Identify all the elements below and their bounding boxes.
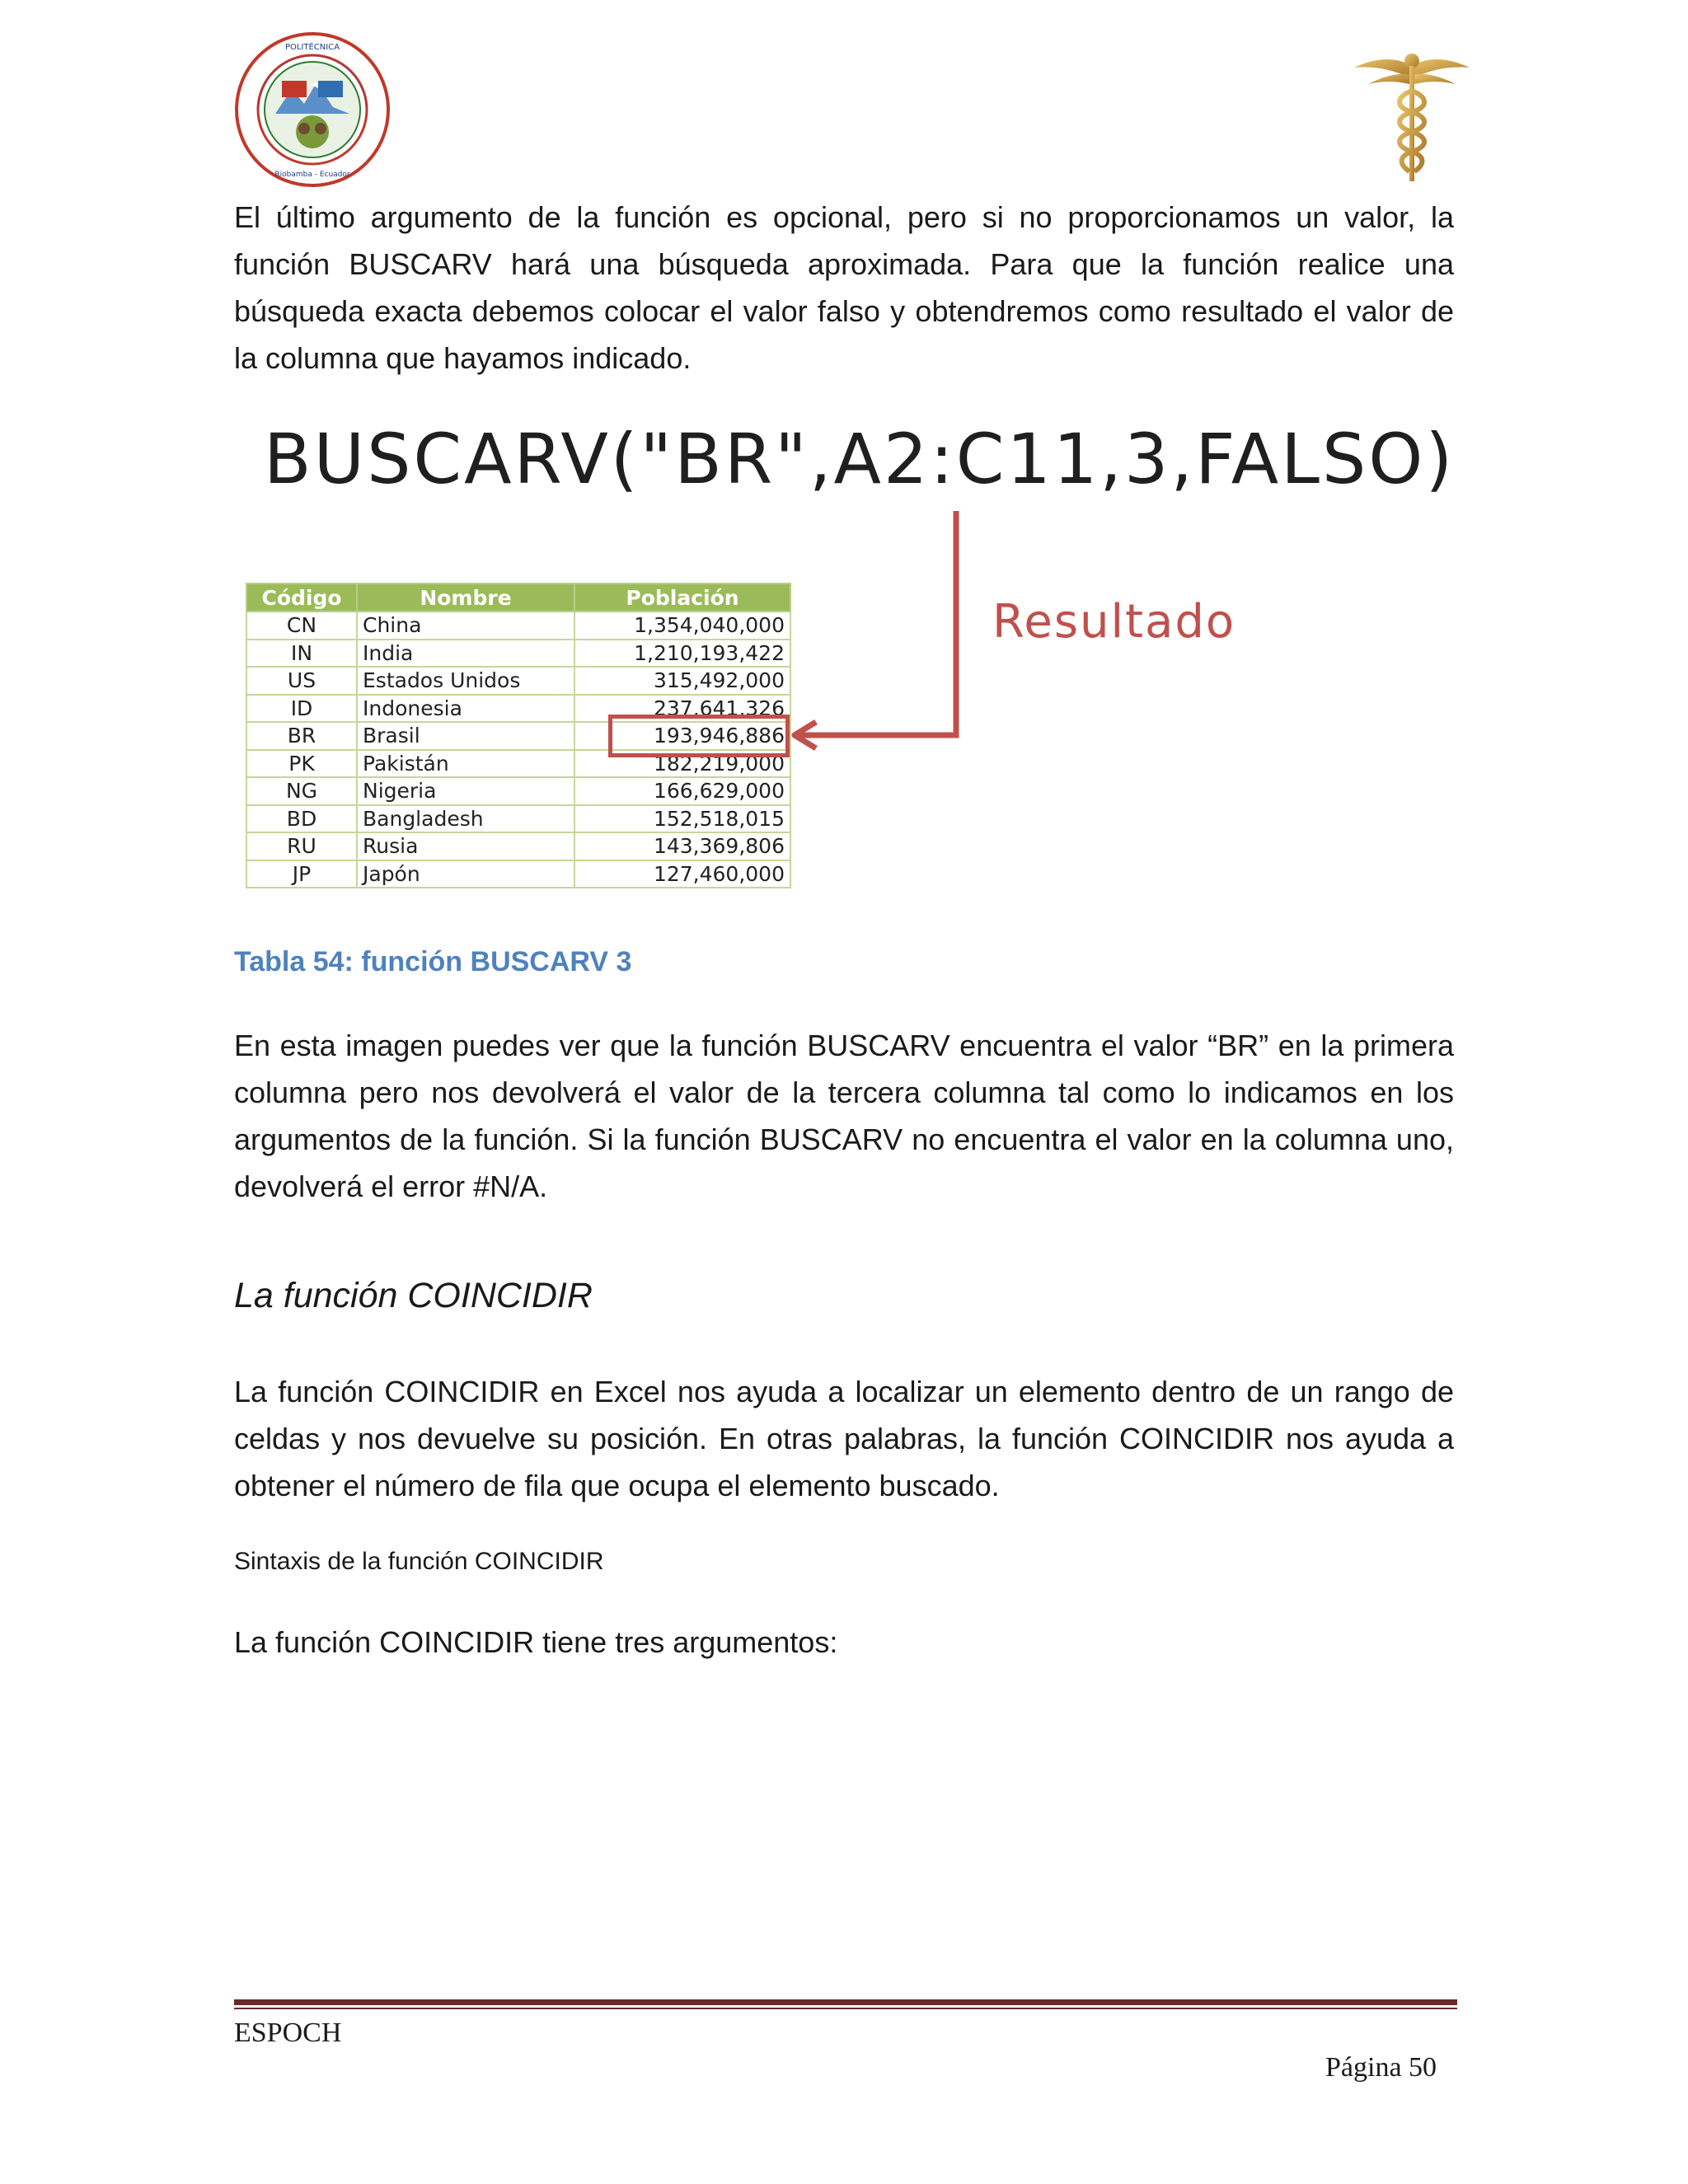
- header-poblacion: Población: [574, 583, 790, 612]
- intro-paragraph: El último argumento de la función es opcional, pero si no proporcionamos un valor, la función BUSCARV hará una búsqueda aproximada. Para que la función realice una búsqueda exacta debemos colocar el valor falso y obtendremos como resultado el valor de la columna que hayamos indicado.: [234, 200, 1454, 375]
- cell-code: PK: [246, 750, 357, 778]
- cell-population: 152,518,015: [574, 805, 790, 833]
- cell-population: 166,629,000: [574, 777, 790, 805]
- cell-code: CN: [246, 612, 357, 640]
- result-highlight-box: [608, 715, 790, 757]
- arguments-paragraph: La función COINCIDIR tiene tres argumentos:: [234, 1625, 838, 1659]
- cell-code: US: [246, 667, 357, 695]
- result-label: Resultado: [992, 595, 1236, 649]
- explanation-paragraph: En esta imagen puedes ver que la función BUSCARV encuentra el valor “BR” en la primera columna pero nos devolverá el valor de la tercera columna tal como lo indicamos en los argumentos de la función. Si la función BUSCARV no encuentra el valor en la columna uno, devolverá el error #N/A.: [234, 1029, 1454, 1203]
- cell-code: BD: [246, 805, 357, 833]
- footer-divider-thin: [234, 2008, 1457, 2009]
- caduceus-icon: [1350, 41, 1474, 185]
- footer-institution: ESPOCH: [234, 2018, 342, 2048]
- cell-population: 182,219,000: [574, 750, 790, 778]
- cell-name: Indonesia: [357, 695, 574, 723]
- table-row: [246, 640, 790, 668]
- cell-name: Nigeria: [357, 777, 574, 805]
- cell-population: 127,460,000: [574, 860, 790, 888]
- header-codigo: Código: [246, 583, 357, 612]
- cell-code: IN: [246, 640, 357, 668]
- table-caption: Tabla 54: función BUSCARV 3: [234, 946, 632, 977]
- cell-population: 315,492,000: [574, 667, 790, 695]
- espoch-seal-logo: [234, 31, 391, 188]
- cell-name: Bangladesh: [357, 805, 574, 833]
- table-row: [246, 805, 790, 833]
- cell-code: ID: [246, 695, 357, 723]
- result-arrow-icon: [783, 511, 964, 758]
- formula-text: BUSCARV("BR",A2:C11,3,FALSO): [264, 419, 1456, 499]
- table-header-row: [246, 583, 790, 612]
- cell-name: India: [357, 640, 574, 668]
- cell-code: NG: [246, 777, 357, 805]
- header-nombre: Nombre: [357, 583, 574, 612]
- cell-name: Japón: [357, 860, 574, 888]
- cell-name: Estados Unidos: [357, 667, 574, 695]
- table-row: [246, 667, 790, 695]
- page-number: Página 50: [1325, 2052, 1437, 2083]
- cell-name: China: [357, 612, 574, 640]
- table-row: [246, 860, 790, 888]
- section-heading: La función COINCIDIR: [234, 1276, 593, 1315]
- cell-population: 193,946,886: [574, 722, 790, 750]
- cell-code: BR: [246, 722, 357, 750]
- table-row: [246, 832, 790, 860]
- cell-population: 237,641,326: [574, 695, 790, 723]
- cell-population: 143,369,806: [574, 832, 790, 860]
- cell-name: Brasil: [357, 722, 574, 750]
- syntax-subheading: Sintaxis de la función COINCIDIR: [234, 1548, 604, 1575]
- seal-ring-text: POLITÉCNICA: [284, 43, 340, 52]
- cell-code: JP: [246, 860, 357, 888]
- table-row: [246, 612, 790, 640]
- cell-name: Pakistán: [357, 750, 574, 778]
- coincidir-paragraph: La función COINCIDIR en Excel nos ayuda a localizar un elemento dentro de un rango de celdas y nos devuelve su posición. En otras palabras, la función COINCIDIR nos ayuda a obtener el número de fila que ocupa el elemento buscado.: [234, 1375, 1454, 1502]
- cell-code: RU: [246, 832, 357, 860]
- cell-population: 1,210,193,422: [574, 640, 790, 668]
- footer-divider: [234, 1999, 1457, 2005]
- svg-text:Riobamba - Ecuador: Riobamba - Ecuador: [274, 171, 350, 179]
- cell-name: Rusia: [357, 832, 574, 860]
- table-row: [246, 777, 790, 805]
- cell-population: 1,354,040,000: [574, 612, 790, 640]
